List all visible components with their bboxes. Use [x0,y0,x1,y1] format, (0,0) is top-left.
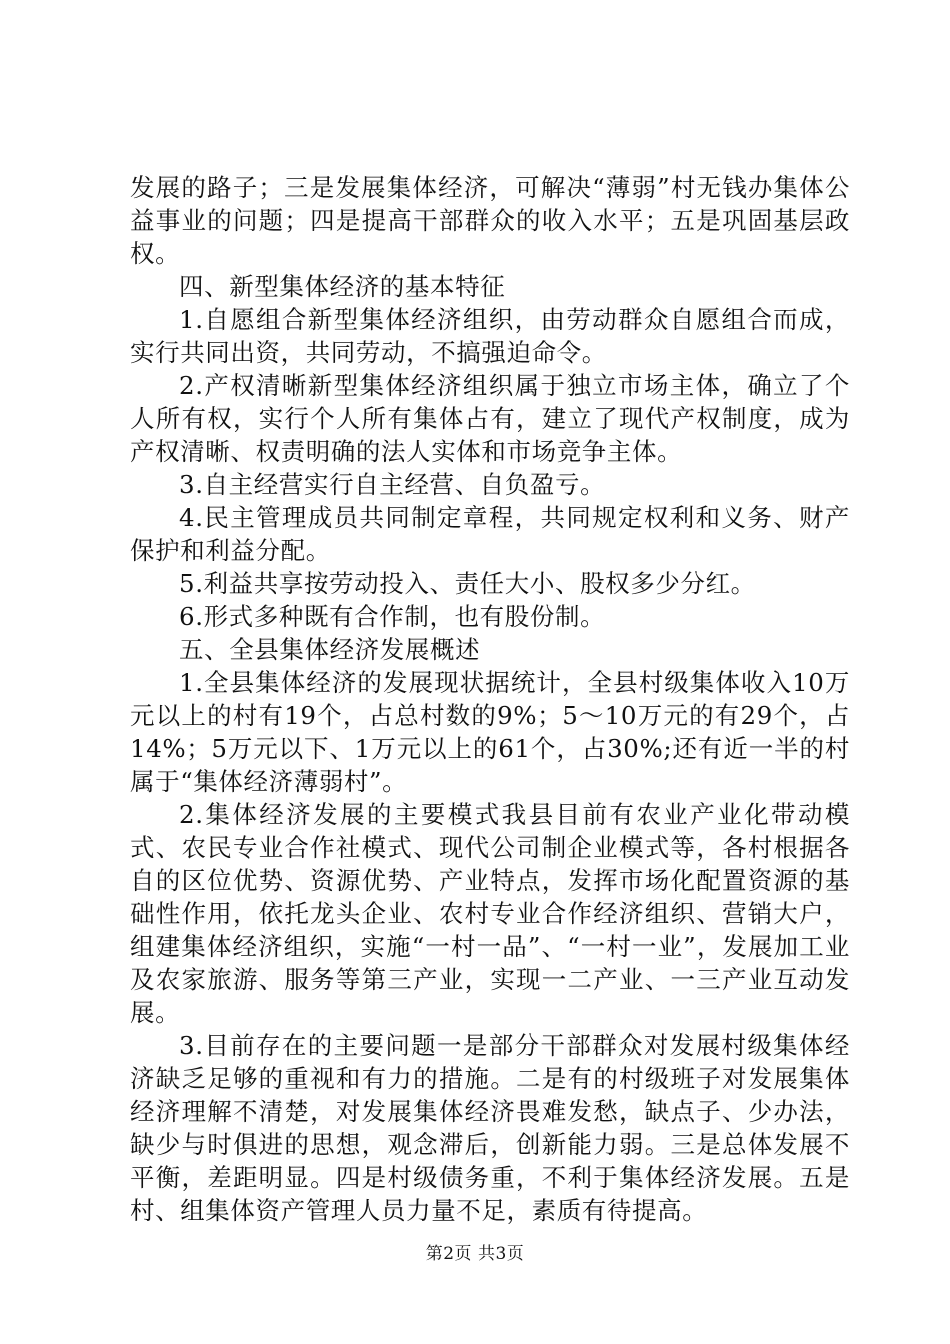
paragraph-overview-2: 2.集体经济发展的主要模式我县目前有农业产业化带动模式、农民专业合作社模式、现代公司制企业模式等，各村根据各自的区位优势、资源优势、产业特点，发挥市场化配置资源的基础性作用，依托龙头企业、农村专业合作经济组织、营销大户，组建集体经济组织，实施“一村一品”、“一村一业”，发展加工业及农家旅游、服务等第三产业，实现一二产业、一三产业互动发展。 [130,800,850,1027]
paragraph-feature-5: 5.利益共享按劳动投入、责任大小、股权多少分红。 [179,569,756,598]
paragraph-feature-2: 2.产权清晰新型集体经济组织属于独立市场主体，确立了个人所有权，实行个人所有集体占有，建立了现代产权制度，成为产权清晰、权责明确的法人实体和市场竞争主体。 [130,371,850,466]
page-number-footer: 第2页 共3页 [425,1244,525,1264]
section-heading-five: 五、全县集体经济发展概述 [179,635,481,664]
paragraph-feature-3: 3.自主经营实行自主经营、自负盈亏。 [179,470,606,499]
section-heading-four: 四、新型集体经济的基本特征 [179,272,506,301]
paragraph-feature-1: 1.自愿组合新型集体经济组织，由劳动群众自愿组合而成，实行共同出资，共同劳动，不搞强迫命令。 [130,305,850,367]
paragraph-continuation: 发展的路子；三是发展集体经济，可解决“薄弱”村无钱办集体公益事业的问题；四是提高干部群众的收入水平；五是巩固基层政权。 [130,173,850,268]
paragraph-feature-6: 6.形式多种既有合作制，也有股份制。 [179,602,606,631]
paragraph-overview-3: 3.目前存在的主要问题一是部分干部群众对发展村级集体经济缺乏足够的重视和有力的措施。二是有的村级班子对发展集体经济理解不清楚，对发展集体经济畏难发愁，缺点子、少办法，缺少与时俱进的思想，观念滞后，创新能力弱。三是总体发展不平衡，差距明显。四是村级债务重，不利于集体经济发展。五是村、组集体资产管理人员力量不足，素质有待提高。 [130,1031,850,1225]
paragraph-feature-4: 4.民主管理成员共同制定章程，共同规定权利和义务、财产保护和利益分配。 [130,503,850,565]
document-body [130,171,850,1227]
paragraph-overview-1: 1.全县集体经济的发展现状据统计，全县村级集体收入10万元以上的村有19个，占总村数的9%；5～10万元的有29个，占14%；5万元以下、1万元以上的61个，占30%;还有近一半的村属于“集体经济薄弱村”。 [130,668,850,796]
